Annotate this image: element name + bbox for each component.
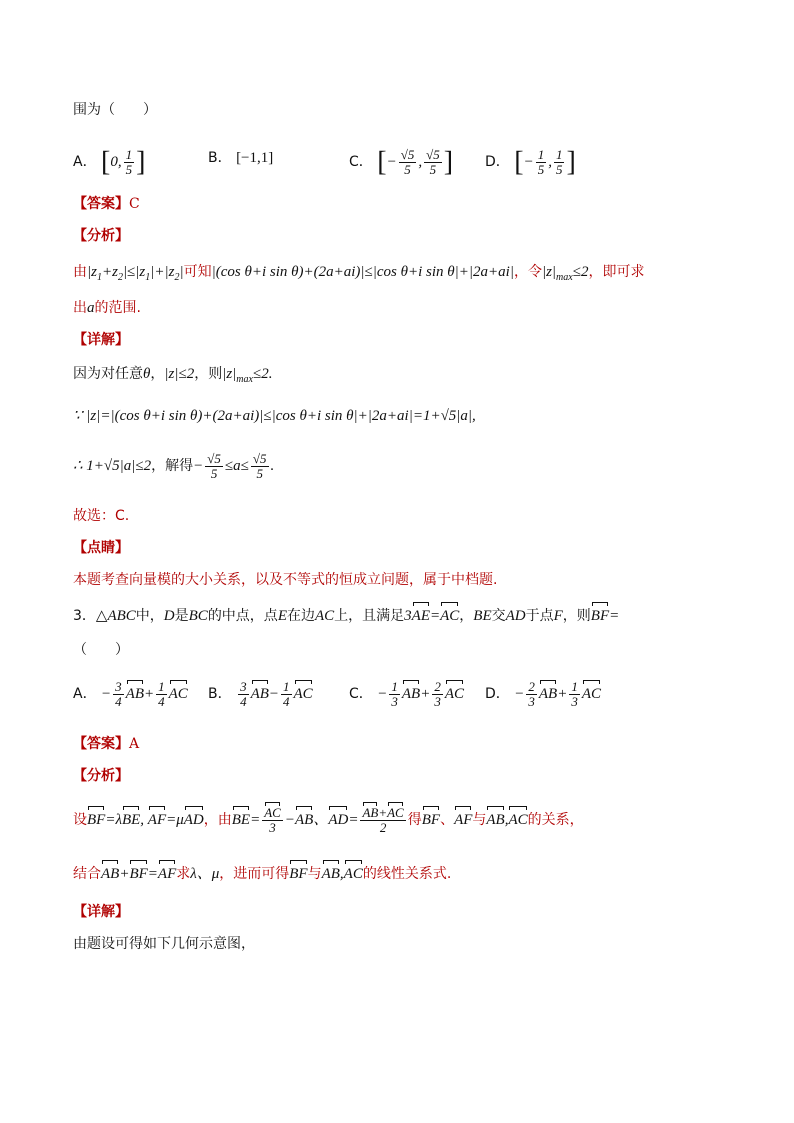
option-a: A． [0, $\frac{1}{5}$ ] <box>73 146 146 178</box>
analysis-tag: 【分析】 <box>73 228 129 244</box>
option-c: C． [− $\frac{√5}{5}$ , $\frac{√5}{5}$ ] <box>349 146 454 178</box>
detail3-tag: 【详解】 <box>73 904 129 920</box>
comment-text: 本题考查向量模的大小关系，以及不等式的恒成立问题，属于中档题. <box>73 572 498 588</box>
question-stem-end: 围为（ ） <box>73 102 157 118</box>
q3-option-d: D． − $\frac{2}{3}$ AB+ $\frac{1}{3}$ AC <box>485 679 601 709</box>
detail-tag: 【详解】 <box>73 332 129 348</box>
q3-option-c: C． − $\frac{1}{3}$ AB+ $\frac{2}{3}$ AC <box>349 679 464 709</box>
detail3-text: 由题设可得如下几何示意图， <box>73 936 255 952</box>
analysis-line-1: 由$|z_1+z_2|\le|z_1|+|z_2|$可知|(cos θ+i sin θ)+(2a+ai)|≤|cos θ+i sin θ|+|2a+ai|，令$|z|_{max}\le 2$，即可求 <box>73 264 645 283</box>
q2-options <box>73 138 713 178</box>
q3-option-a: A． − $\frac{3}{4}$ AB+ $\frac{1}{4}$ AC <box>73 679 188 709</box>
q3-paren: （ ） <box>73 642 129 658</box>
analysis3-tag: 【分析】 <box>73 768 129 784</box>
choice-line: 故选：C. <box>73 508 130 524</box>
analysis3-line-1: 设BF=λBE, AF=μAD，由BE= $\frac{AC}{3}$ −AB、AD= $\frac{AB+AC}{2}$ 得BF、AF与AB,AC的关系， <box>73 805 584 835</box>
q3-stem: 3．△ABC中，D是BC的中点，点E在边AC上，且满足3AE=AC，BE交AD于点F，则BF= <box>73 608 620 624</box>
q3-option-b: B． $\frac{3}{4}$ AB− $\frac{1}{4}$ AC <box>208 679 313 709</box>
option-d: D． [− $\frac{1}{5}$ , $\frac{1}{5}$ ] <box>485 146 576 178</box>
option-b: B． [−1,1] <box>208 150 274 166</box>
answer-line <box>73 194 140 214</box>
answer-tag: 【答案】 <box>73 196 129 212</box>
q3-options <box>73 676 693 716</box>
detail-line-2: ∵ |z|=|(cos θ+i sin θ)+(2a+ai)|≤|cos θ+i sin θ|+|2a+ai|=1+√5|a|, <box>73 408 476 424</box>
detail-line-3: ∴ 1+√5|a|≤2，解得− $\frac{√5}{5}$ ≤a≤ $\frac{√5}{5}$ . <box>73 451 275 481</box>
answer-value: C <box>129 196 140 212</box>
answer3-line: 【答案】A <box>73 736 140 752</box>
analysis-line-2: 出a的范围. <box>73 300 141 316</box>
comment-tag: 【点睛】 <box>73 540 129 556</box>
analysis3-line-2: 结合AB+BF=AF求λ、μ，进而可得BF与AB,AC的线性关系式. <box>73 866 452 882</box>
answer3-value: A <box>129 736 140 752</box>
detail-line-1: 因为对任意θ，|z|≤2，则$|z|_{max}\le 2$. <box>73 366 273 385</box>
